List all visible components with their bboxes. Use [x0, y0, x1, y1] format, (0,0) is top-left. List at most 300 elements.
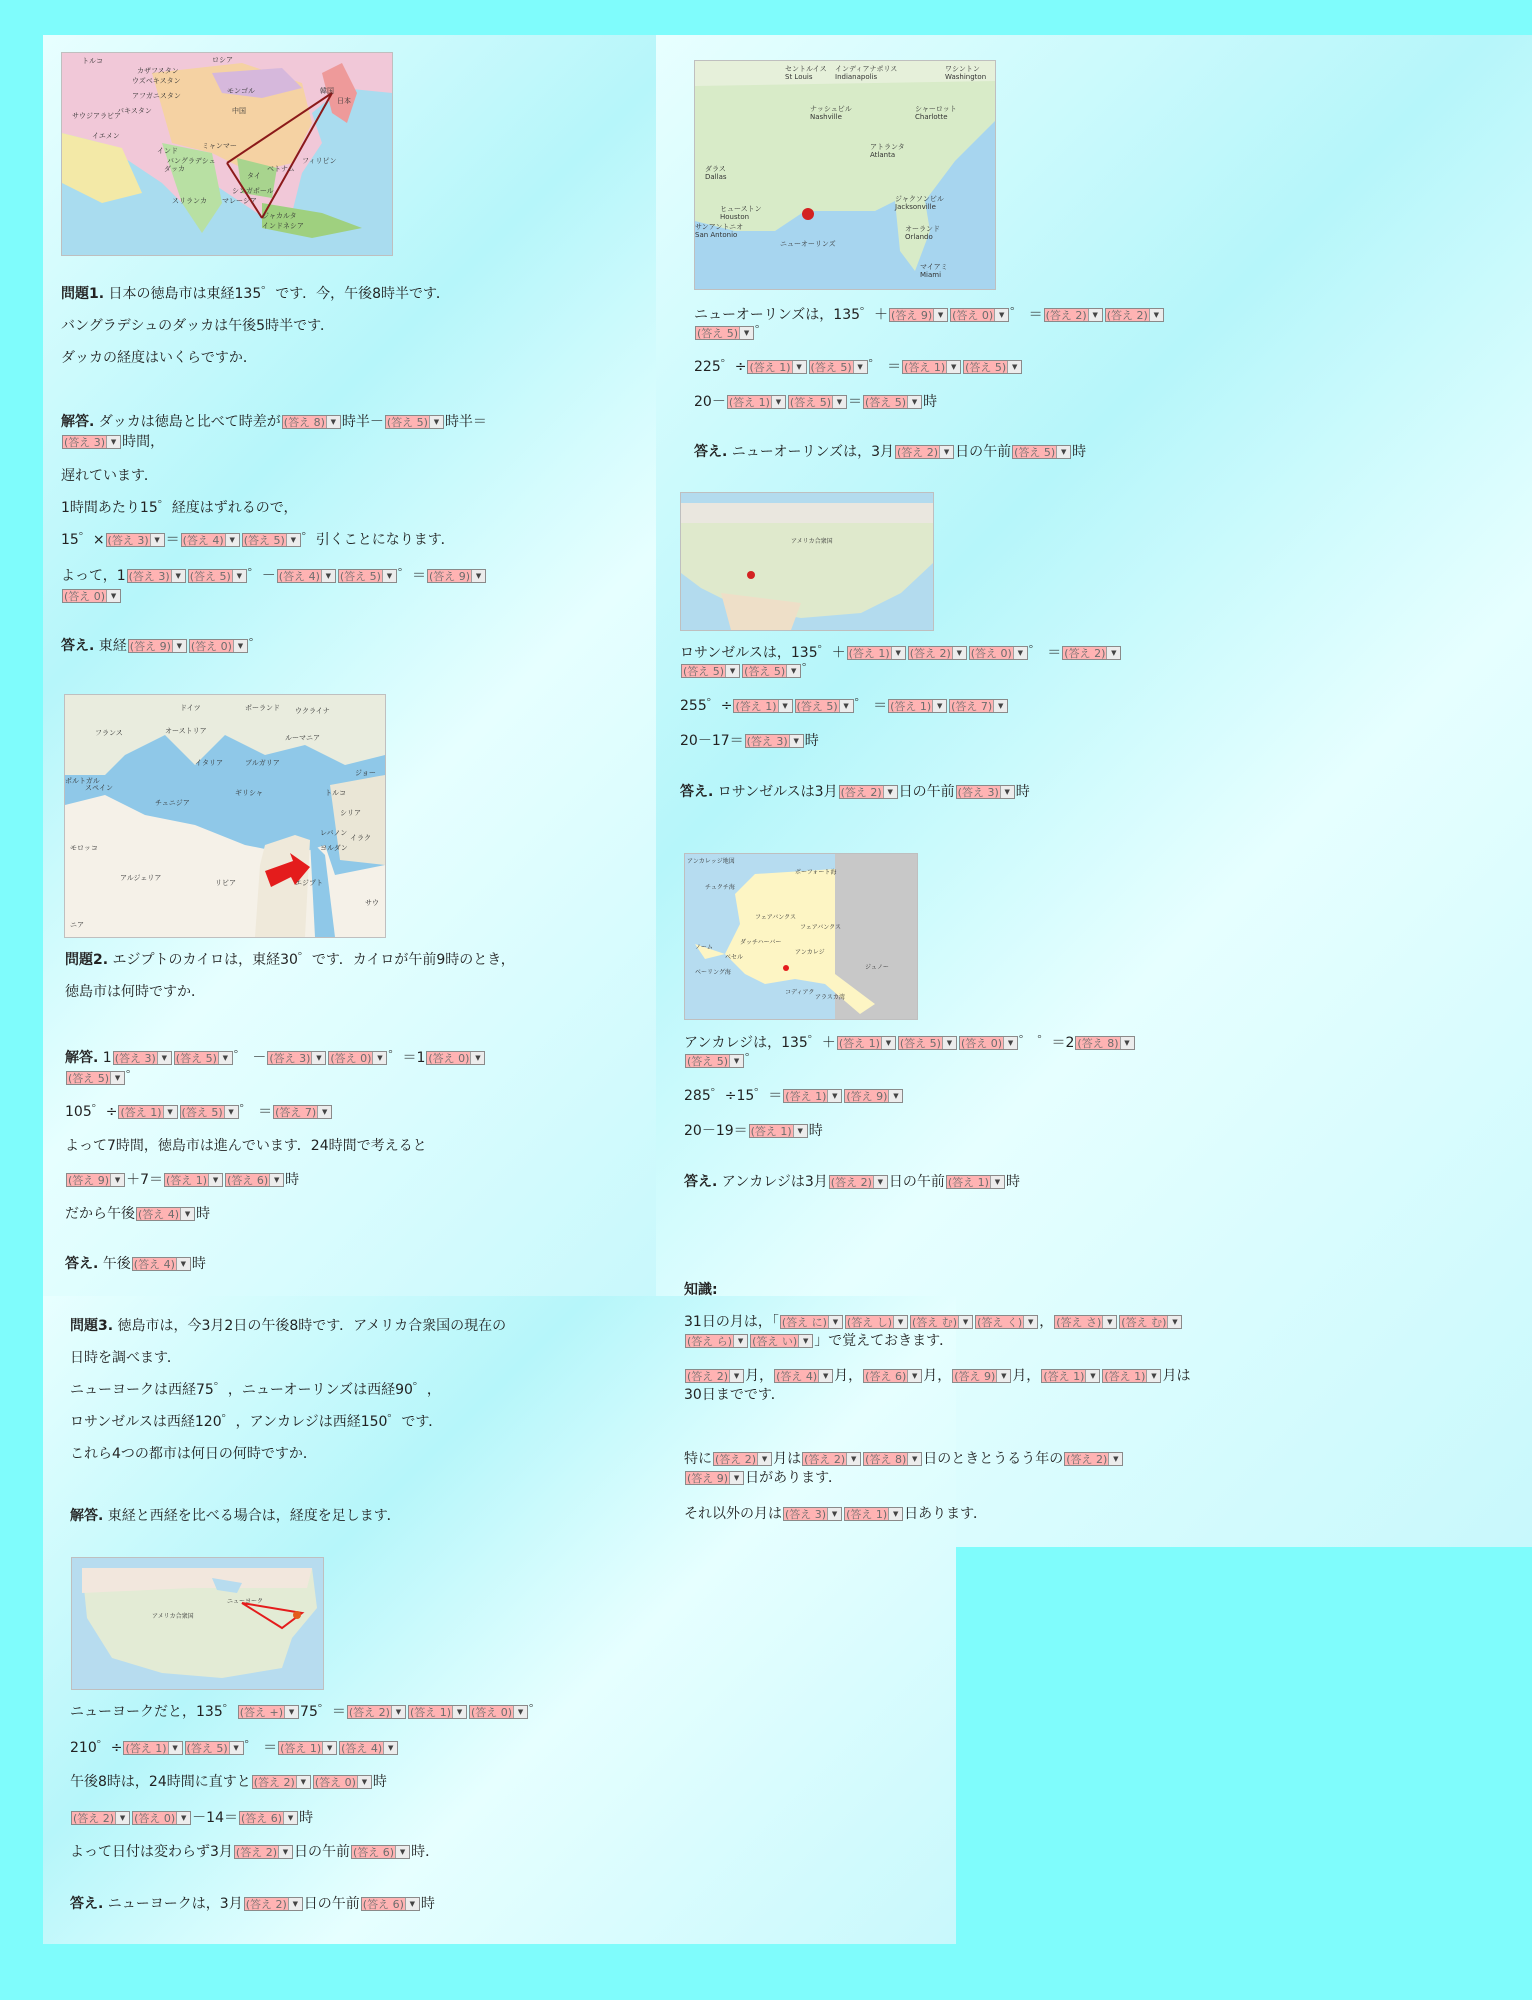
map-label: アルジェリア [120, 874, 162, 882]
map-label: パキスタン [117, 107, 152, 115]
answer-dropdown[interactable]: (答え 4) ▼ [774, 1369, 833, 1383]
answer-dropdown[interactable]: (答え 5) ▼ [898, 1036, 957, 1050]
knowledge-text: 月， [1012, 1368, 1041, 1384]
no-line1b [694, 324, 769, 343]
map-label: バングラデシュ [167, 157, 216, 165]
map-label: 日本 [337, 97, 351, 105]
q3-text: ゜ [244, 1740, 259, 1756]
map-label: ダッカ [164, 165, 185, 173]
q1-text: 時半－ [341, 414, 384, 430]
answer-dropdown[interactable]: (答え 4) ▼ [132, 1257, 191, 1271]
answer-dropdown[interactable]: (答え 5) ▼ [695, 326, 754, 340]
map-label: サンアントニオ [695, 223, 744, 231]
answer-dropdown[interactable]: (答え 2) ▼ [839, 785, 898, 799]
map-label: アトランタ [870, 143, 905, 151]
q3-text: 日の午前 [303, 1896, 360, 1912]
map-label: オーランド [905, 225, 940, 233]
answer-dropdown[interactable]: (答え 2) ▼ [347, 1705, 406, 1719]
answer-dropdown[interactable]: (答え 9) ▼ [889, 308, 948, 322]
ny-line2 [70, 1739, 399, 1758]
q1-text: ゜－ [247, 568, 276, 584]
answer-dropdown[interactable]: (答え 5) ▼ [185, 1741, 244, 1755]
knowledge-text: 月， [745, 1368, 774, 1384]
answer-dropdown[interactable]: (答え 3) ▼ [267, 1051, 326, 1065]
answer-dropdown[interactable]: (答え 0) ▼ [959, 1036, 1018, 1050]
answer-dropdown[interactable]: (答え 8) ▼ [282, 415, 341, 429]
an-line1 [684, 1034, 1136, 1053]
map-label: トルコ [82, 57, 103, 65]
knowledge-line1b [684, 1332, 953, 1351]
an-line2 [684, 1087, 904, 1106]
knowledge-line4 [684, 1505, 987, 1524]
answer-dropdown[interactable]: (答え 4) ▼ [181, 533, 240, 547]
map-label: San Antonio [695, 231, 738, 239]
map-label: ノーム [695, 944, 713, 951]
q3-text: 時 [1015, 784, 1030, 800]
q3-title: 問題3. [70, 1318, 114, 1334]
q3-line5 [70, 1445, 317, 1464]
answer-dropdown[interactable]: (答え 9) ▼ [128, 639, 187, 653]
map-label: Atlanta [870, 151, 896, 159]
map-label: 中国 [232, 107, 246, 115]
answer-dropdown[interactable]: (答え 6) ▼ [863, 1369, 922, 1383]
q3-text: 日時を調べます． [70, 1350, 181, 1366]
map-label: セントルイス [785, 65, 827, 73]
q1-ans-line1 [61, 413, 487, 432]
q2-text: 時 [285, 1172, 300, 1188]
q1-text: ダッカは徳島と比べて時差が [98, 414, 281, 430]
q2-answer-label: 解答. [65, 1050, 99, 1066]
answer-dropdown[interactable]: (答え 1) ▼ [747, 360, 806, 374]
q1-ans-line5b [61, 587, 122, 606]
map-label: フランス [95, 729, 123, 737]
answer-dropdown[interactable]: (答え 4) ▼ [277, 569, 336, 583]
map-label: コディアク [785, 989, 815, 996]
map-label: ポルトガル [65, 777, 100, 785]
la-line3 [680, 732, 819, 751]
map-label: サウジアラビア [72, 112, 121, 120]
answer-dropdown[interactable]: (答え 1) ▼ [837, 1036, 896, 1050]
answer-dropdown[interactable]: (答え 3) ▼ [956, 785, 1015, 799]
q2-text: 時 [191, 1256, 206, 1272]
q3-text: ニューオーリンズは，3月 [731, 444, 894, 460]
q3-text: ゜ [854, 698, 869, 714]
answer-dropdown[interactable]: (答え 2) ▼ [234, 1845, 293, 1859]
answer-dropdown[interactable]: (答え し) ▼ [845, 1315, 908, 1329]
q2-ans-line4 [65, 1137, 427, 1156]
q3-text: ゜ [755, 325, 770, 341]
q1-line2 [61, 317, 334, 336]
map-label: ベセル [725, 954, 744, 961]
q3-text: ゜ [1019, 1035, 1034, 1051]
answer-dropdown[interactable]: (答え 4) ▼ [136, 1207, 195, 1221]
map-label: ウクライナ [295, 707, 330, 715]
answer-dropdown[interactable]: (答え 6) ▼ [225, 1173, 284, 1187]
answer-dropdown[interactable]: (答え 4) ▼ [339, 1741, 398, 1755]
answer-dropdown[interactable]: (答え 1) ▼ [278, 1741, 337, 1755]
map-label: Dallas [705, 173, 727, 181]
q2-line2 [65, 983, 205, 1002]
answer-dropdown[interactable]: (答え 6) ▼ [239, 1811, 298, 1825]
answer-dropdown[interactable]: (答え 9) ▼ [685, 1471, 744, 1485]
answer-dropdown[interactable]: (答え 2) ▼ [252, 1775, 311, 1789]
q3-text: 時 [1072, 444, 1087, 460]
q2-ans-line1b [65, 1069, 140, 1088]
knowledge-text: それ以外の月は [684, 1506, 782, 1522]
map-label: インディアナポリス [835, 65, 898, 73]
answer-dropdown[interactable]: (答え 7) ▼ [949, 699, 1008, 713]
ny-line1 [70, 1703, 543, 1722]
q3-text: アンカレジは3月 [721, 1174, 828, 1190]
map-label: ニア [70, 921, 84, 929]
answer-dropdown[interactable]: (答え 3) ▼ [127, 569, 186, 583]
q3-text: 20－17＝ [680, 733, 744, 749]
q3-text: ニューオーリンズは，135゜＋ [694, 307, 889, 323]
q1-text: よって，1 [61, 568, 126, 584]
q1-text2: バングラデシュのダッカは午後5時半です． [61, 318, 334, 334]
answer-dropdown[interactable]: (答え 3) ▼ [745, 734, 804, 748]
answer-dropdown[interactable]: (答え 3) ▼ [106, 533, 165, 547]
q3-text: ＝ [1047, 645, 1062, 661]
q3-text: ＝ [887, 359, 902, 375]
q3-text: ロサンゼルスは3月 [717, 784, 838, 800]
q1-title: 問題1. [61, 286, 105, 302]
map-label: Charlotte [915, 113, 948, 121]
map-label: モロッコ [70, 844, 98, 852]
answer-dropdown[interactable]: (答え 2) ▼ [244, 1897, 303, 1911]
answer-dropdown[interactable]: (答え 2) ▼ [908, 646, 967, 660]
answer-dropdown[interactable]: (答え 5) ▼ [242, 533, 301, 547]
answer-dropdown[interactable]: (答え に) ▼ [780, 1315, 843, 1329]
map-label: フェアバンクス [755, 914, 797, 921]
answer-dropdown[interactable]: (答え 2) ▼ [713, 1452, 772, 1466]
q1-ans-line4 [61, 531, 455, 550]
map-label: Nashville [810, 113, 842, 121]
map-label: スリランカ [172, 197, 207, 205]
answer-dropdown[interactable]: (答え 1) ▼ [946, 1175, 1005, 1189]
knowledge-text: ， [1039, 1314, 1054, 1330]
map-label: Miami [920, 271, 942, 279]
q1-text: 東経 [98, 638, 127, 654]
map-label: アンカレッジ地図 [687, 858, 735, 865]
ny-line5 [70, 1843, 439, 1862]
an-line1b [684, 1052, 759, 1071]
map-label: ニューヨーク [227, 1598, 264, 1605]
q3-text: 255゜÷ [680, 698, 733, 714]
q3-text: 午後8時は，24時間に直すと [70, 1774, 251, 1790]
answer-dropdown[interactable]: (答え 5) ▼ [338, 569, 397, 583]
map-label: エジプト [295, 879, 323, 887]
q3-text: 時 [808, 1123, 823, 1139]
q3-text: 時 [1005, 1174, 1020, 1190]
answer-dropdown[interactable]: (答え 0) ▼ [426, 1051, 485, 1065]
map-label: ドイツ [180, 704, 201, 712]
q2-text: － [252, 1050, 267, 1066]
map-label: イエメン [92, 132, 120, 140]
q2-text: だから午後 [65, 1206, 135, 1222]
q3-text: 75゜＝ [300, 1704, 346, 1720]
answer-dropdown[interactable]: (答え 2) ▼ [802, 1452, 861, 1466]
q2-text: ゜ [126, 1070, 141, 1086]
answer-dropdown[interactable]: (答え む) ▼ [1119, 1315, 1182, 1329]
answer-dropdown[interactable]: (答え 2) ▼ [1064, 1452, 1123, 1466]
answer-dropdown[interactable]: (答え 1) ▼ [1102, 1369, 1161, 1383]
answer-dropdown[interactable]: (答え 3) ▼ [113, 1051, 172, 1065]
answer-dropdown[interactable]: (答え 2) ▼ [1062, 646, 1121, 660]
q3-text: 日の午前 [898, 784, 955, 800]
q1-text: ゜ [248, 638, 263, 654]
answer-dropdown[interactable]: (答え 5) ▼ [788, 395, 847, 409]
answer-dropdown[interactable]: (答え 1) ▼ [749, 1124, 808, 1138]
map-label: スペイン [85, 784, 113, 792]
q1-text: 15゜× [61, 532, 105, 548]
map-label: ポーランド [245, 704, 280, 712]
answer-dropdown[interactable]: (答え 5) ▼ [863, 395, 922, 409]
answer-dropdown[interactable]: (答え 9) ▼ [427, 569, 486, 583]
answer-dropdown[interactable]: (答え 1) ▼ [408, 1705, 467, 1719]
answer-dropdown[interactable]: (答え 6) ▼ [351, 1845, 410, 1859]
q3-text: 時 [804, 733, 819, 749]
map-label: オーストリア [165, 727, 207, 735]
q1-text: 時半＝ [444, 414, 487, 430]
q2-text: 105゜÷ [65, 1104, 118, 1120]
map-label: アンカレジ [795, 949, 825, 956]
knowledge-text: 特に [684, 1451, 712, 1467]
knowledge-text: 30日までです． [684, 1387, 785, 1403]
map-label: トルコ [325, 789, 346, 797]
knowledge-line2b [684, 1386, 785, 1405]
answer-dropdown[interactable]: (答え 3) ▼ [62, 435, 121, 449]
answer-dropdown[interactable]: (答え 5) ▼ [385, 415, 444, 429]
q3-text: ＝ [263, 1740, 278, 1756]
q3-text: これら4つの都市は何日の何時ですか． [70, 1446, 317, 1462]
answer-dropdown[interactable]: (答え 5) ▼ [180, 1105, 239, 1119]
answer-dropdown[interactable]: (答え 1) ▼ [123, 1741, 182, 1755]
q3-text: アンカレジは，135゜＋ [684, 1035, 836, 1051]
answer-dropdown[interactable]: (答え 5) ▼ [681, 664, 740, 678]
answer-dropdown[interactable]: (答え 0) ▼ [328, 1051, 387, 1065]
map-label: インドネシア [262, 222, 304, 230]
map-label: Orlando [905, 233, 933, 241]
ny-line3 [70, 1773, 387, 1792]
map-label: ナッシュビル [810, 105, 852, 113]
answer-dropdown[interactable]: (答え 5) ▼ [685, 1054, 744, 1068]
answer-dropdown[interactable]: (答え 2) ▼ [895, 445, 954, 459]
q1-ans-line5 [61, 567, 487, 586]
map-label: Houston [720, 213, 750, 221]
map-label: ワシントン [945, 65, 980, 73]
map-label: イタリア [195, 759, 223, 767]
q1-text: 遅れています． [61, 468, 158, 484]
q3-text: ロサンゼルスは，135゜＋ [680, 645, 846, 661]
answer-dropdown[interactable]: (答え 1) ▼ [1041, 1369, 1100, 1383]
answer-dropdown[interactable]: (答え 5) ▼ [963, 360, 1022, 374]
answer-dropdown[interactable]: (答え 7) ▼ [273, 1105, 332, 1119]
answer-dropdown[interactable]: (答え 2) ▼ [1044, 308, 1103, 322]
answer-dropdown[interactable]: (答え 2) ▼ [829, 1175, 888, 1189]
q1-text3: ダッカの経度はいくらですか． [61, 350, 257, 366]
map-label: Jacksonville [895, 203, 936, 211]
answer-dropdown[interactable]: (答え 1) ▼ [727, 395, 786, 409]
q3-text: 時 [923, 394, 938, 410]
answer-dropdown[interactable]: (答え 5) ▼ [742, 664, 801, 678]
knowledge-line1 [684, 1313, 1183, 1332]
no-line3 [694, 393, 937, 412]
q3-text: ゜＝2 [1037, 1035, 1075, 1051]
answer-dropdown[interactable]: (答え 9) ▼ [844, 1089, 903, 1103]
answer-dropdown[interactable]: (答え 8) ▼ [1075, 1036, 1134, 1050]
q3-text: 285゜÷15゜＝ [684, 1088, 783, 1104]
answer-dropdown[interactable]: (答え 1) ▼ [783, 1089, 842, 1103]
answer-dropdown[interactable]: (答え +) ▼ [238, 1705, 299, 1719]
answer-dropdown[interactable]: (答え 9) ▼ [66, 1173, 125, 1187]
q2-text: ゜ [239, 1104, 254, 1120]
la-final [680, 783, 1030, 802]
q2-text: ＋7＝ [126, 1172, 163, 1188]
egypt-map [64, 694, 386, 938]
q1-text: 1時間あたり15゜経度はずれるので， [61, 500, 298, 516]
q3-text: 時． [411, 1844, 440, 1860]
answer-dropdown[interactable]: (答え 0) ▼ [969, 646, 1028, 660]
map-label: ウズベキスタン [132, 77, 181, 85]
answer-dropdown[interactable]: (答え 2) ▼ [1105, 308, 1164, 322]
answer-dropdown[interactable]: (答え さ) ▼ [1054, 1315, 1117, 1329]
map-label: ジャクソンビル [895, 195, 944, 203]
answer-dropdown[interactable]: (答え 1) ▼ [733, 699, 792, 713]
q3-text: 日の午前 [955, 444, 1012, 460]
map-label: ヒューストン [720, 205, 762, 213]
answer-dropdown[interactable]: (答え 0) ▼ [313, 1775, 372, 1789]
answer-dropdown[interactable]: (答え 0) ▼ [62, 589, 121, 603]
no-line2 [694, 358, 1023, 377]
q3-text: ＝ [847, 394, 862, 410]
answer-dropdown[interactable]: (答え 0) ▼ [189, 639, 248, 653]
q3-text: ゜ [802, 663, 817, 679]
answer-dropdown[interactable]: (答え 2) ▼ [71, 1811, 130, 1825]
knowledge-text: 日があります． [745, 1470, 842, 1486]
q3-line3 [70, 1381, 441, 1400]
q3-text: 時 [372, 1774, 387, 1790]
knowledge-line3b [684, 1469, 842, 1488]
q1-text: ゜引くことになります． [301, 532, 455, 548]
answer-dropdown[interactable]: (答え 1) ▼ [847, 646, 906, 660]
an-final [684, 1173, 1020, 1192]
map-label: シャーロット [915, 105, 957, 113]
answer-dropdown[interactable]: (答え 1) ▼ [844, 1507, 903, 1521]
q3-text: ロサンゼルスは西経120゜，アンカレジは西経150゜です． [70, 1414, 443, 1430]
answer-dropdown[interactable]: (答え 5) ▼ [809, 360, 868, 374]
q3-text: 徳島市は，今3月2日の午後8時です．アメリカ合衆国の現在の [117, 1318, 507, 1334]
knowledge-text: 日のときとうるう年の [923, 1451, 1064, 1467]
answer-dropdown[interactable]: (答え 0) ▼ [950, 308, 1009, 322]
answer-dropdown[interactable]: (答え 1) ▼ [118, 1105, 177, 1119]
map-label: ニューオーリンズ [780, 240, 836, 248]
knowledge-text: 」で覚えておきます． [814, 1333, 954, 1349]
map-label: アメリカ合衆国 [152, 1613, 194, 1620]
knowledge-text: 31日の月は，「 [684, 1314, 779, 1330]
q3-text: ニューヨークは西経75゜，ニューオーリンズは西経90゜， [70, 1382, 441, 1398]
knowledge-text: 月は [1162, 1368, 1191, 1384]
map-label: タイ [247, 172, 261, 180]
answer-dropdown[interactable]: (答え 5) ▼ [795, 699, 854, 713]
answer-dropdown[interactable]: (答え 0) ▼ [132, 1811, 191, 1825]
q1-text1: 日本の徳島市は東経135゜です．今，午後8時半です． [108, 286, 450, 302]
map-label: シリア [340, 809, 361, 817]
neworleans-map [694, 60, 996, 290]
map-label: マイアミ [920, 263, 948, 271]
map-label: ベトナム [267, 165, 295, 173]
answer-dropdown[interactable]: (答え 0) ▼ [469, 1705, 528, 1719]
answer-dropdown[interactable]: (答え む) ▼ [910, 1315, 973, 1329]
answer-dropdown[interactable]: (答え 5) ▼ [66, 1071, 125, 1085]
map-label: ギリシャ [235, 789, 263, 797]
map-label: フィリピン [302, 157, 337, 165]
answer-dropdown[interactable]: (答え 2) ▼ [685, 1369, 744, 1383]
q2-text: エジプトのカイロは，東経30゜です．カイロが午前9時のとき， [112, 952, 515, 968]
answer-dropdown[interactable]: (答え 5) ▼ [174, 1051, 233, 1065]
q3-text: ニューヨークは，3月 [107, 1896, 243, 1912]
map-label: 韓国 [320, 87, 334, 95]
answer-dropdown[interactable]: (答え 6) ▼ [361, 1897, 420, 1911]
answer-dropdown[interactable]: (答え 8) ▼ [863, 1452, 922, 1466]
q2-title: 問題2. [65, 952, 109, 968]
map-label: ダッチハーバー [740, 939, 782, 946]
q3-line4 [70, 1413, 442, 1432]
answer-dropdown[interactable]: (答え 5) ▼ [1012, 445, 1071, 459]
q1-answer-label: 解答. [61, 414, 95, 430]
answer-dropdown[interactable]: (答え ら) ▼ [685, 1334, 748, 1348]
la-line1b [680, 662, 816, 681]
q1-text: ＝ [165, 532, 180, 548]
no-final [694, 443, 1086, 462]
map-label: Indianapolis [835, 73, 878, 81]
answer-dropdown[interactable]: (答え く) ▼ [975, 1315, 1038, 1329]
knowledge-title [684, 1281, 718, 1300]
q3-text: ゜ [1028, 645, 1043, 661]
answer-dropdown[interactable]: (答え 1) ▼ [164, 1173, 223, 1187]
map-label: Washington [945, 73, 987, 81]
q3-text: ＝ [1028, 307, 1043, 323]
map-label: チュクチ海 [705, 884, 735, 891]
q3-text: 20－19＝ [684, 1123, 748, 1139]
q2-ans-line3 [65, 1103, 333, 1122]
q3-text: ゜ [745, 1053, 760, 1069]
q3-text: 20－ [694, 394, 726, 410]
answer-dropdown[interactable]: (答え 3) ▼ [783, 1507, 842, 1521]
answer-dropdown[interactable]: (答え 1) ▼ [888, 699, 947, 713]
q3-line2 [70, 1349, 181, 1368]
answer-dropdown[interactable]: (答え 9) ▼ [952, 1369, 1011, 1383]
q3-answer-intro [70, 1507, 401, 1526]
knowledge-text: 月， [923, 1368, 952, 1384]
q3-text: 225゜÷ [694, 359, 747, 375]
map-label: チュニジア [155, 799, 190, 807]
q3-text: ニューヨークだと，135゜ [70, 1704, 237, 1720]
map-label: ヨルダン [320, 844, 348, 852]
losangeles-map [680, 492, 934, 631]
q1-line3 [61, 349, 257, 368]
answer-dropdown[interactable]: (答え 5) ▼ [188, 569, 247, 583]
map-label: アメリカ合衆国 [791, 538, 833, 545]
answer-dropdown[interactable]: (答え い) ▼ [750, 1334, 813, 1348]
map-label: ダラス [705, 165, 726, 173]
q3-line1 [70, 1317, 506, 1336]
map-label: イラク [350, 834, 371, 842]
map-label: ボーフォート海 [795, 869, 837, 876]
ny-final-label: 答え. [70, 1896, 104, 1912]
answer-dropdown[interactable]: (答え 1) ▼ [902, 360, 961, 374]
map-label: サウ [365, 899, 379, 907]
